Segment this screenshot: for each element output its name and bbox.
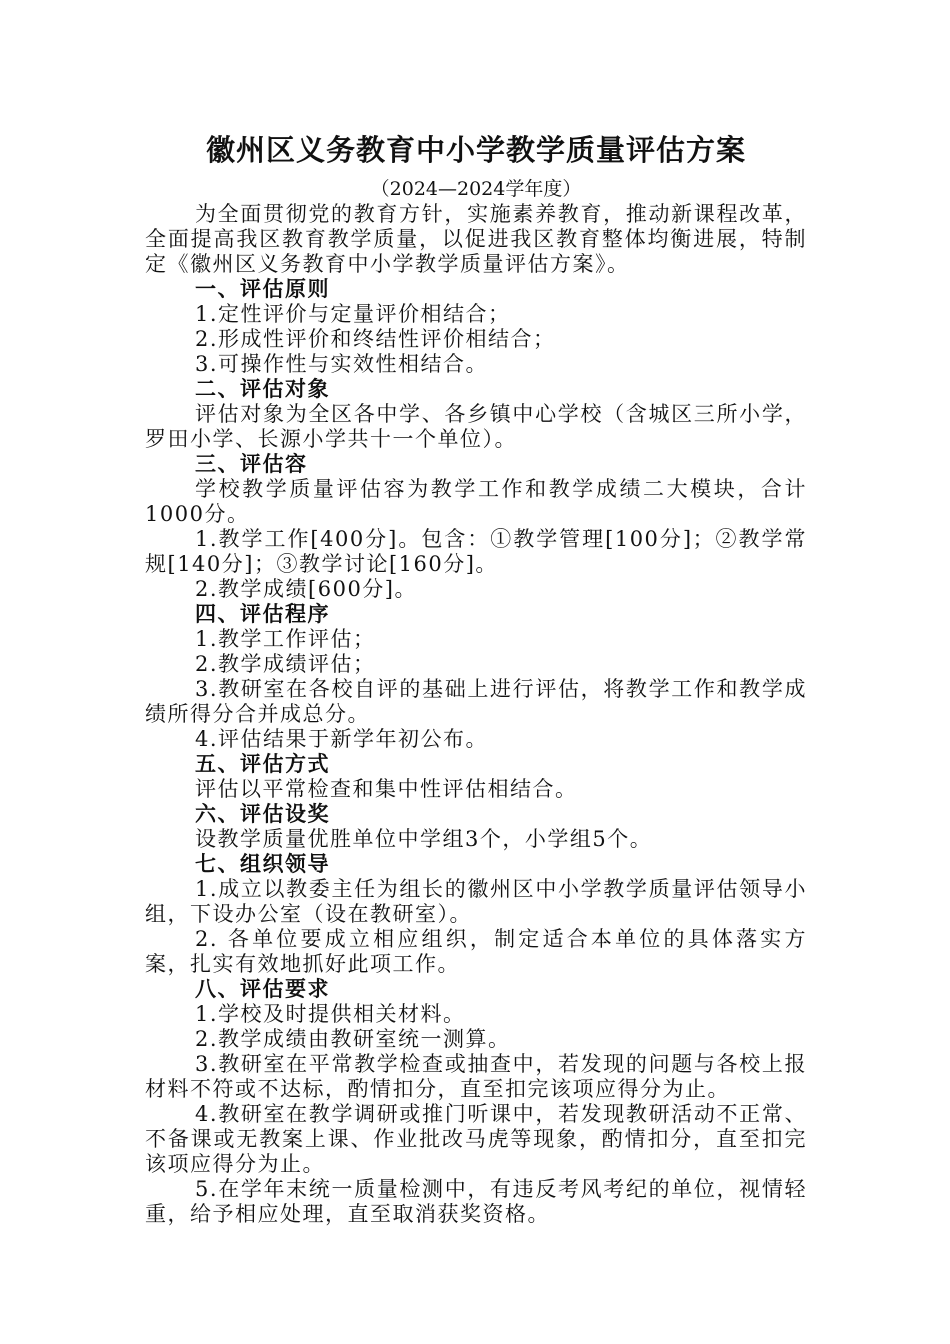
document-page (145, 128, 807, 1227)
section-paragraph: 1.教学工作评估； (195, 627, 376, 651)
section-paragraph: 5.在学年末统一质量检测中，有违反考风考纪的单位，视情轻重，给予相应处理，直至取消获奖资格。 (145, 1177, 807, 1226)
section-heading: 七、组织领导 (195, 852, 330, 876)
section-method (145, 752, 807, 802)
section-paragraph: 2.形成性评价和终结性评价相结合； (195, 327, 556, 351)
section-paragraph: 2.教学成绩评估； (195, 652, 376, 676)
section-requirements (145, 977, 807, 1227)
section-principles (145, 277, 807, 377)
section-targets (145, 377, 807, 452)
section-leadership (145, 852, 807, 977)
section-paragraph: 设教学质量优胜单位中学组3个，小学组5个。 (195, 827, 653, 851)
section-paragraph: 3.可操作性与实效性相结合。 (195, 352, 489, 376)
section-heading: 一、评估原则 (195, 277, 330, 301)
section-paragraph: 1.教学工作[400分]。包含：①教学管理[100分]；②教学常规[140分]；③教学讨论[160分]。 (145, 527, 807, 576)
section-paragraph: 3.教研室在平常教学检查或抽查中，若发现的问题与各校上报材料不符或不达标，酌情扣分，直至扣完该项应得分为止。 (145, 1052, 807, 1101)
section-paragraph: 1.学校及时提供相关材料。 (195, 1002, 466, 1026)
document-subtitle: （2024—2024学年度） (370, 178, 582, 200)
section-heading: 三、评估容 (195, 452, 308, 476)
section-heading: 六、评估设奖 (195, 802, 330, 826)
section-paragraph: 评估对象为全区各中学、各乡镇中心学校（含城区三所小学，罗田小学、长源小学共十一个单位）。 (145, 402, 807, 451)
section-heading: 四、评估程序 (195, 602, 330, 626)
section-paragraph: 3.教研室在各校自评的基础上进行评估，将教学工作和教学成绩所得分合并成总分。 (145, 677, 807, 726)
intro-paragraph: 为全面贯彻党的教育方针，实施素养教育，推动新课程改革，全面提高我区教育教学质量，以促进我区教育整体均衡进展，特制定《徽州区义务教育中小学教学质量评估方案》。 (145, 202, 807, 276)
section-paragraph: 学校教学质量评估容为教学工作和教学成绩二大模块，合计1000分。 (145, 477, 807, 526)
section-content (145, 452, 807, 602)
section-paragraph: 1.定性评价与定量评价相结合； (195, 302, 511, 326)
section-heading: 八、评估要求 (195, 977, 330, 1001)
section-procedure (145, 602, 807, 752)
section-awards (145, 802, 807, 852)
section-paragraph: 4.教研室在教学调研或推门听课中，若发现教研活动不正常、不备课或无教案上课、作业批改马虎等现象，酌情扣分，直至扣完该项应得分为止。 (145, 1102, 807, 1176)
section-heading: 二、评估对象 (195, 377, 330, 401)
section-paragraph: 2.教学成绩[600分]。 (195, 577, 418, 601)
section-paragraph: 4.评估结果于新学年初公布。 (195, 727, 489, 751)
document-title: 徽州区义务教育中小学教学质量评估方案 (205, 133, 746, 167)
section-heading: 五、评估方式 (195, 752, 330, 776)
section-paragraph: 1.成立以教委主任为组长的徽州区中小学教学质量评估领导小组，下设办公室（设在教研室）。 (145, 877, 807, 926)
section-paragraph: 2.教学成绩由教研室统一测算。 (195, 1027, 511, 1051)
section-paragraph: 2. 各单位要成立相应组织，制定适合本单位的具体落实方案，扎实有效地抓好此项工作。 (145, 927, 807, 976)
section-paragraph: 评估以平常检查和集中性评估相结合。 (195, 777, 578, 801)
